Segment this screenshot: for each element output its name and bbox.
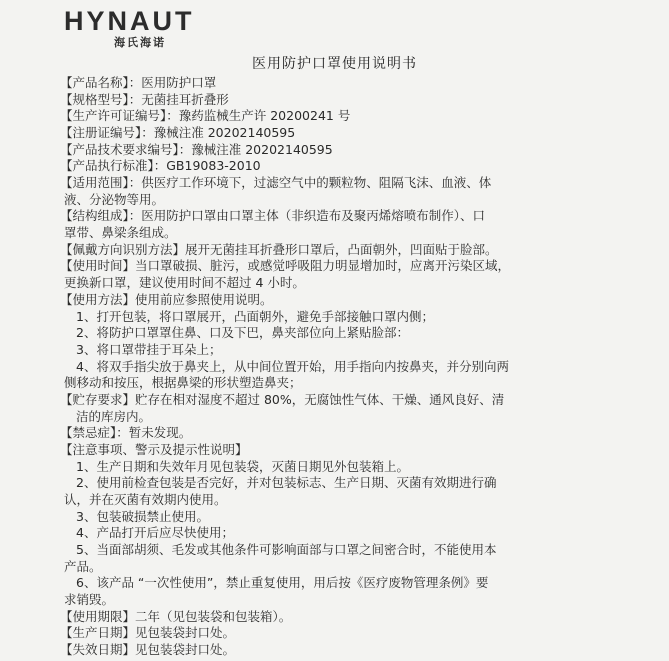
document-title: 医用防护口罩使用说明书 xyxy=(252,56,417,72)
line-expiry-date: 【失效日期】见包装袋封口处。 xyxy=(60,642,236,657)
line-storage-cont: 洁的库房内。 xyxy=(76,408,152,424)
line-registration-number: 【注册证编号】：豫械注准 20202140595 xyxy=(60,125,296,140)
line-license-number: 【生产许可证编号】：豫药监械生产许 20200241 号 xyxy=(60,108,351,124)
brand-name-en: HYNAUT xyxy=(64,6,195,36)
line-product-name: 【产品名称】：医用防护口罩 xyxy=(60,75,217,90)
line-structure-cont: 罩带、鼻梁条组成。 xyxy=(64,225,177,241)
line-shelf-life: 【使用期限】二年（见包装袋和包装箱）。 xyxy=(60,608,292,624)
line-step-2: 2、将防护口罩罩住鼻、口及下巴，鼻夹部位向上紧贴脸部： xyxy=(76,325,409,341)
line-storage: 【贮存要求】贮存在相对湿度不超过 80%，无腐蚀性气体、干燥、通风良好、清 xyxy=(60,391,505,407)
line-structure: 【结构组成】：医用防护口罩由口罩主体（非织造布及聚丙烯熔喷布制作）、口 xyxy=(60,208,486,224)
line-scope: 【适用范围】：供医疗工作环境下，过滤空气中的颗粒物、阻隔飞沫、血液、体 xyxy=(60,175,492,191)
line-usage-method: 【使用方法】使用前应参照使用说明。 xyxy=(60,291,273,307)
line-wearing-direction: 【佩戴方向识别方法】展开无菌挂耳折叠形口罩后，凸面朝外，凹面贴于脸部。 xyxy=(60,241,498,257)
line-usage-time: 【使用时间】当口罩破损、脏污，或感觉呼吸阻力明显增加时，应离开污染区域， xyxy=(60,258,511,274)
line-contraindication: 【禁忌症】：暂未发现。 xyxy=(60,425,192,441)
line-production-date: 【生产日期】见包装袋封口处。 xyxy=(60,625,236,641)
brand-logo xyxy=(64,6,195,49)
line-scope-cont: 液、分泌物等用。 xyxy=(64,191,165,207)
line-standard: 【产品执行标准】：GB19083-2010 xyxy=(60,158,261,174)
line-precaution-5-cont: 产品。 xyxy=(64,558,102,574)
line-usage-time-cont: 更换新口罩，建议使用时间不超过 4 小时。 xyxy=(64,275,305,291)
line-precautions-heading: 【注意事项、警示及提示性说明】 xyxy=(60,441,248,457)
line-step-4-cont: 侧移动和按压，根据鼻梁的形状塑造鼻夹； xyxy=(64,375,302,391)
line-tech-requirement: 【产品技术要求编号】：豫械注准 20202140595 xyxy=(60,141,333,157)
brand-name-cn: 海氏海诺 xyxy=(114,36,166,49)
line-precaution-2-cont: 认，并在灭菌有效期内使用。 xyxy=(64,491,227,507)
line-precaution-6: 6、该产品 “一次性使用”，禁止重复使用，用后按《医疗废物管理条例》要 xyxy=(76,575,489,591)
line-precaution-5: 5、当面部胡须、毛发或其他条件可影响面部与口罩之间密合时，不能使用本 xyxy=(76,541,497,557)
line-precaution-3: 3、包装破损禁止使用。 xyxy=(76,508,209,524)
line-step-4: 4、将双手指尖放于鼻夹上，从中间位置开始，用手指向内按鼻夹，并分别向两 xyxy=(76,358,509,374)
line-step-1: 1、打开包装，将口罩展开，凸面朝外，避免手部接触口罩内侧； xyxy=(76,308,434,324)
line-precaution-4: 4、产品打开后应尽快使用； xyxy=(76,525,234,541)
line-model: 【规格型号】：无菌挂耳折叠形 xyxy=(60,91,229,107)
line-precaution-2: 2、使用前检查包装是否完好，并对包装标志、生产日期、灭菌有效期进行确 xyxy=(76,475,497,491)
line-precaution-6-cont: 求销毁。 xyxy=(64,592,115,607)
line-step-3: 3、将口罩带挂于耳朵上； xyxy=(76,341,222,357)
line-precaution-1: 1、生产日期和失效年月见包装袋，灭菌日期见外包装箱上。 xyxy=(76,458,409,474)
